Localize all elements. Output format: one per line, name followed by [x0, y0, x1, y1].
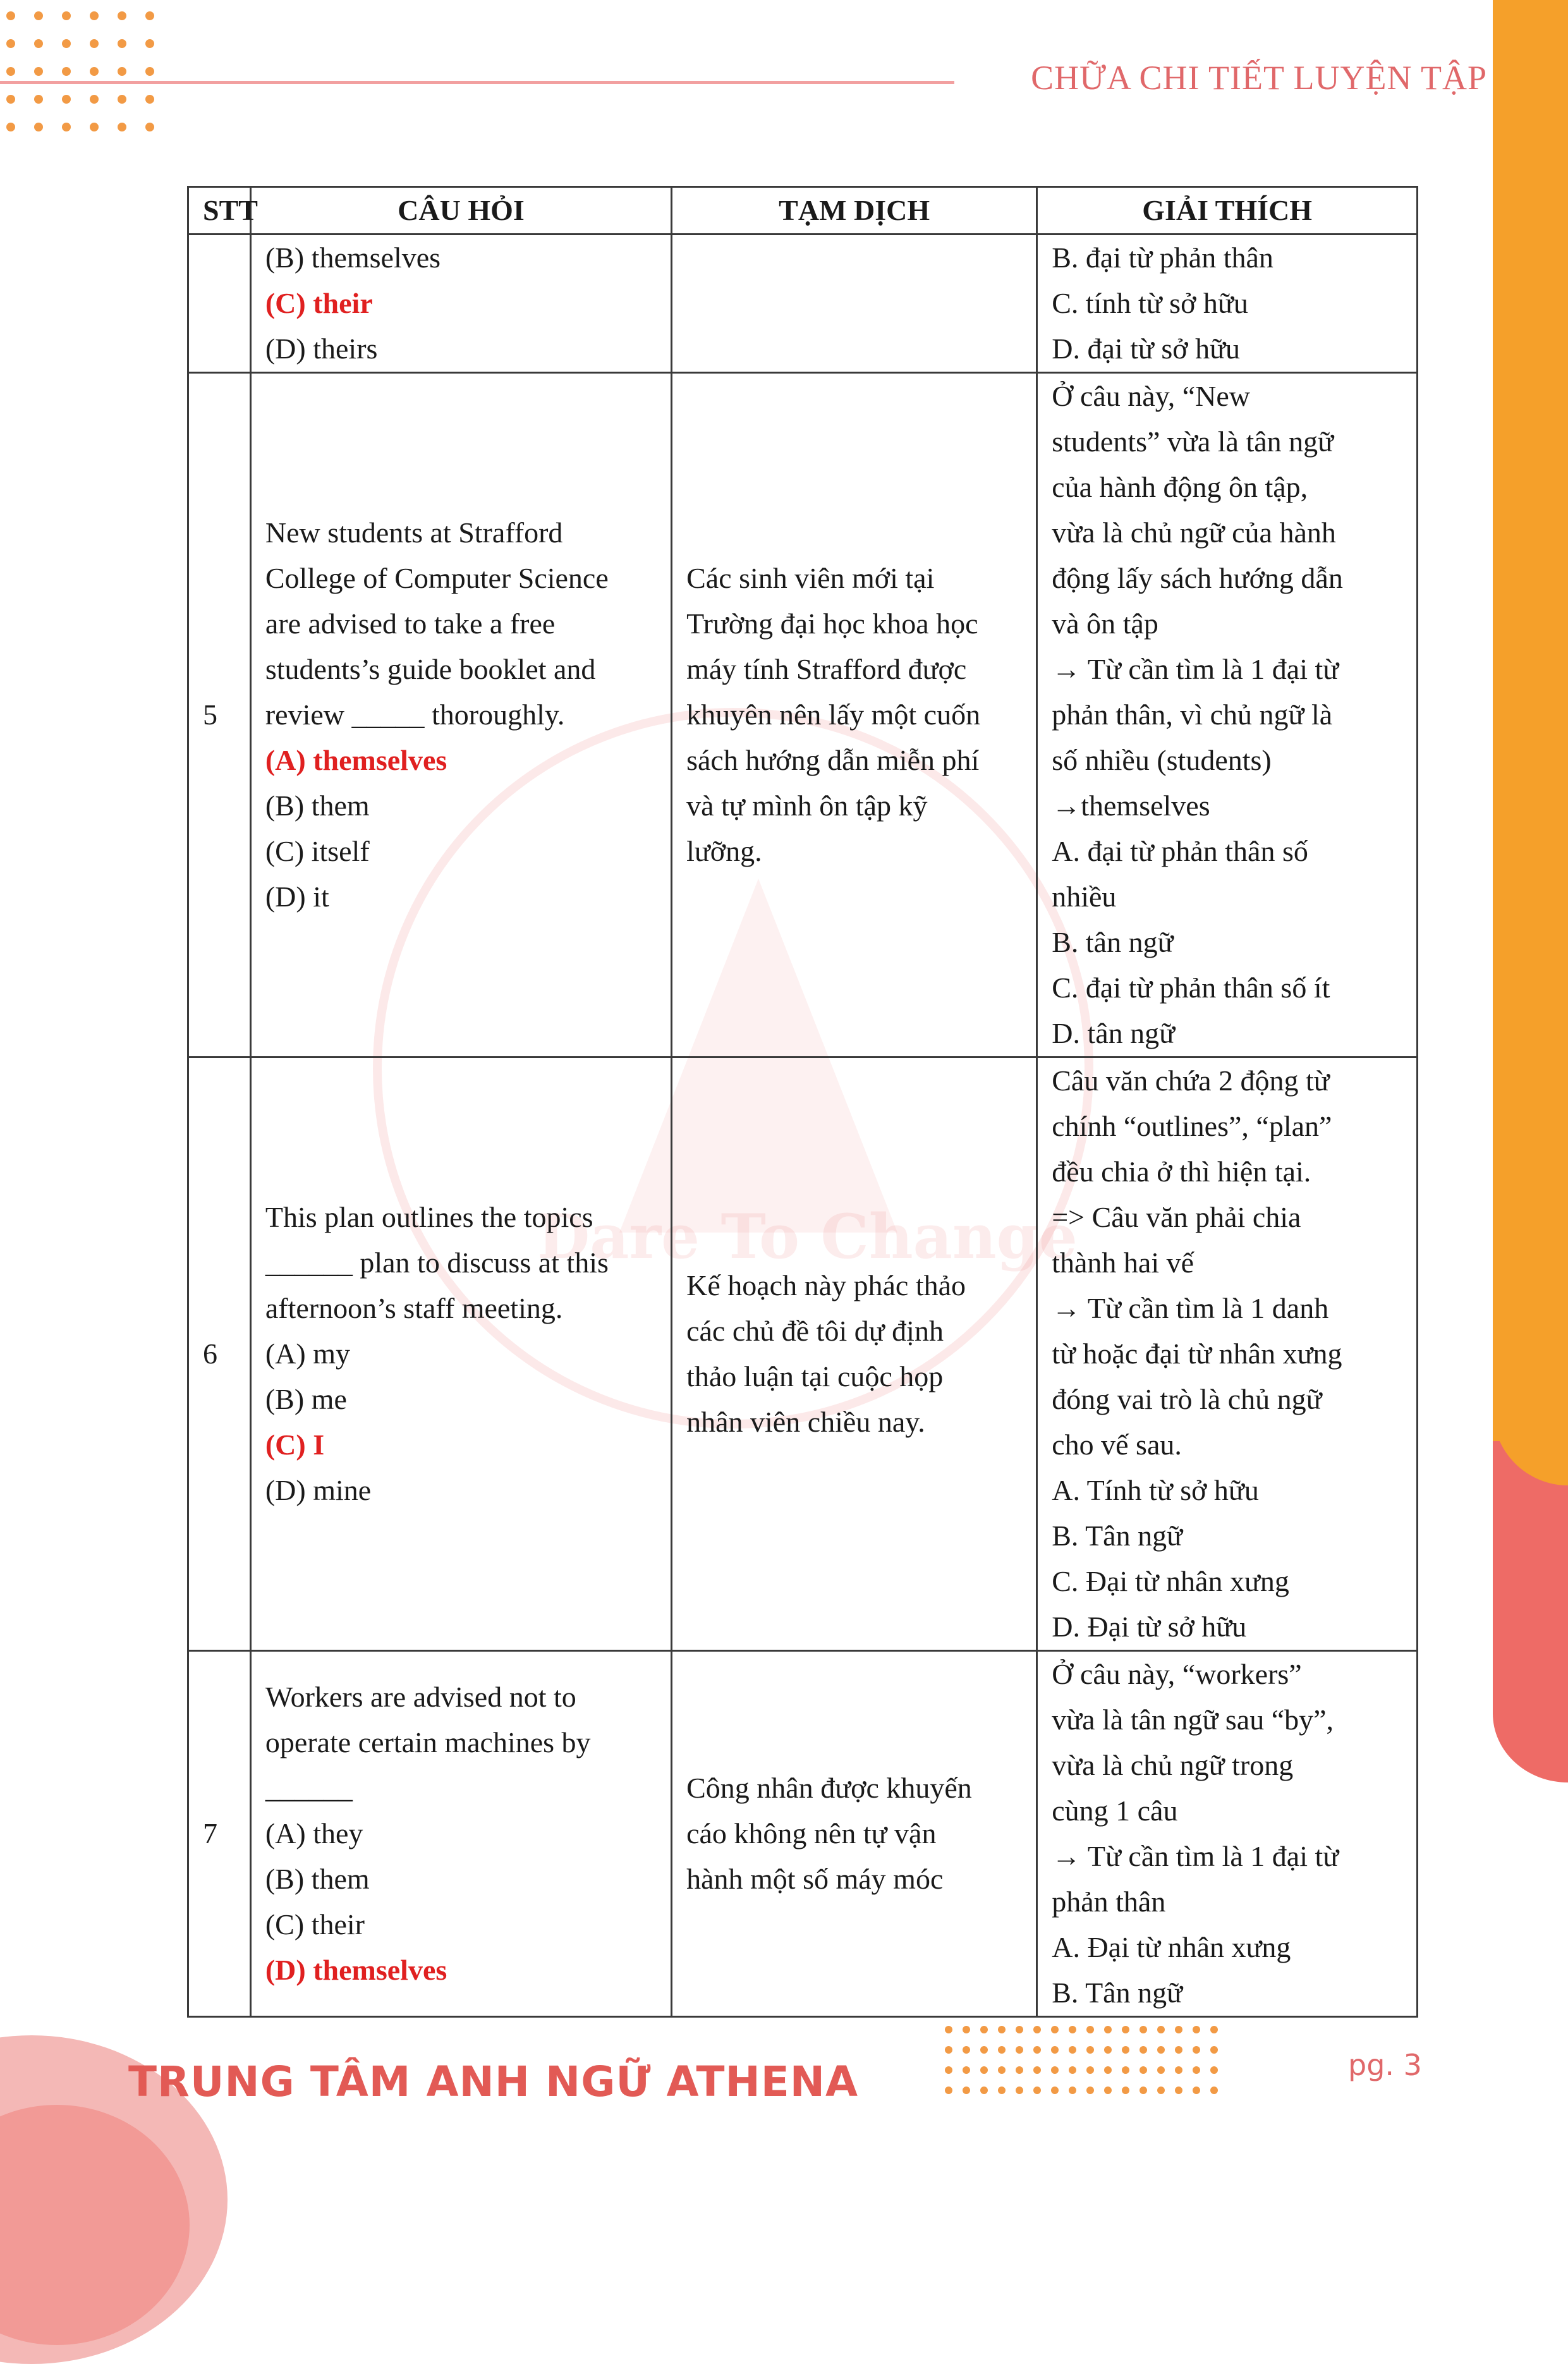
cell-question	[250, 235, 671, 373]
table-row	[188, 1651, 1418, 2017]
decorative-dot	[1069, 2087, 1076, 2094]
explanation-line: vừa là chủ ngữ trong	[1052, 1749, 1294, 1781]
question-line: (C) itself	[265, 835, 370, 867]
decorative-dot	[1175, 2087, 1182, 2094]
decorative-dot	[1104, 2046, 1112, 2054]
decorative-dot	[1051, 2087, 1059, 2094]
explanation-line: D. Đại từ sở hữu	[1052, 1611, 1247, 1643]
side-band-red	[1493, 1441, 1568, 1782]
explanation-line: thành hai vế	[1052, 1246, 1194, 1279]
decorative-dot	[1051, 2026, 1059, 2033]
translation-line: cáo không nên tự vận	[686, 1817, 937, 1849]
table-row	[188, 373, 1418, 1057]
explanation-line: vừa là tân ngữ sau “by”,	[1052, 1703, 1334, 1736]
side-band-orange	[1493, 0, 1568, 1454]
decorative-dot	[1104, 2066, 1112, 2074]
decorative-dot	[998, 2046, 1006, 2054]
translation-line: Kế hoạch này phác thảo	[686, 1269, 966, 1301]
question-line: ______	[265, 1772, 353, 1804]
decorative-dot	[1016, 2066, 1023, 2074]
decorative-dot	[980, 2087, 988, 2094]
decorative-dot	[1193, 2026, 1200, 2033]
decorative-dot	[1122, 2046, 1129, 2054]
decorative-dot	[1016, 2046, 1023, 2054]
explanation-line: nhiều	[1052, 880, 1117, 913]
question-line: operate certain machines by	[265, 1726, 591, 1758]
decorative-dot	[945, 2046, 952, 2054]
translation-line: máy tính Strafford được	[686, 653, 967, 685]
footer-brand: TRUNG TÂM ANH NGỮ ATHENA	[128, 2057, 859, 2106]
explanation-line: đều chia ở thì hiện tại.	[1052, 1155, 1311, 1188]
decorative-dot	[1193, 2046, 1200, 2054]
cell-stt: 7	[188, 1651, 251, 2017]
table-row	[188, 235, 1418, 373]
explanation-line: D. tân ngữ	[1052, 1017, 1176, 1049]
decorative-dot	[1210, 2026, 1218, 2033]
decorative-dot	[1175, 2066, 1182, 2074]
translation-line: thảo luận tại cuộc họp	[686, 1360, 944, 1392]
question-line: are advised to take a free	[265, 607, 556, 640]
watermark-text: Dare To Change	[537, 1201, 1078, 1272]
cell-translation	[672, 1651, 1037, 2017]
decorative-dot	[1122, 2026, 1129, 2033]
exercise-table	[187, 186, 1418, 2018]
question-line: ______ plan to discuss at this	[265, 1246, 609, 1279]
decorative-dot	[1175, 2026, 1182, 2033]
cell-explanation	[1037, 1057, 1418, 1651]
explanation-line: cho vế sau.	[1052, 1429, 1182, 1461]
decorative-dot	[998, 2026, 1006, 2033]
decorative-dot	[1086, 2046, 1094, 2054]
cell-stt: 6	[188, 1057, 251, 1651]
explanation-line: động lấy sách hướng dẫn	[1052, 562, 1343, 594]
header-translation: TẠM DỊCH	[672, 187, 1037, 235]
translation-line: lưỡng.	[686, 835, 762, 867]
decorative-dot	[1193, 2066, 1200, 2074]
cell-translation	[672, 373, 1037, 1057]
decorative-dot	[1140, 2087, 1147, 2094]
explanation-line: từ hoặc đại từ nhân xưng	[1052, 1337, 1342, 1370]
decorative-dot	[1140, 2046, 1147, 2054]
question-line: New students at Strafford	[265, 516, 563, 549]
decorative-dot	[1210, 2066, 1218, 2074]
explanation-line: A. Tính từ sở hữu	[1052, 1474, 1259, 1506]
page-number: pg. 3	[1348, 2048, 1422, 2082]
translation-line: khuyên nên lấy một cuốn	[686, 698, 981, 731]
decorative-dot	[1140, 2026, 1147, 2033]
explanation-line: cùng 1 câu	[1052, 1794, 1178, 1827]
header-stt: STT	[188, 187, 251, 235]
question-line: (D) theirs	[265, 332, 378, 365]
translation-line: và tự mình ôn tập kỹ	[686, 789, 928, 822]
decorative-dot	[963, 2026, 970, 2033]
decorative-dot	[1033, 2066, 1041, 2074]
cell-question	[250, 1651, 671, 2017]
decorative-dot	[945, 2026, 952, 2033]
table-body	[188, 235, 1418, 2017]
decorative-dot	[1157, 2026, 1165, 2033]
translation-line: Công nhân được khuyến	[686, 1772, 972, 1804]
question-line: (B) them	[265, 1863, 370, 1895]
question-line: (B) them	[265, 789, 370, 822]
decorative-dots-bottom	[945, 2026, 1218, 2094]
translation-line: Các sinh viên mới tại	[686, 562, 935, 594]
explanation-line: → Từ cần tìm là 1 đại từ	[1052, 653, 1339, 685]
explanation-line: => Câu văn phải chia	[1052, 1201, 1301, 1233]
decorative-dot	[980, 2046, 988, 2054]
correct-answer: (C) their	[265, 287, 373, 319]
explanation-line: B. Tân ngữ	[1052, 1520, 1183, 1552]
table-row	[188, 1057, 1418, 1651]
correct-answer: (A) themselves	[265, 744, 447, 776]
cell-stt: 5	[188, 373, 251, 1057]
decorative-dots-top-left	[6, 11, 154, 131]
explanation-line: Ở câu này, “workers”	[1052, 1658, 1302, 1690]
explanation-line: phản thân	[1052, 1886, 1166, 1918]
translation-line: Trường đại học khoa học	[686, 607, 978, 640]
decorative-dot	[1033, 2046, 1041, 2054]
explanation-line: đóng vai trò là chủ ngữ	[1052, 1383, 1322, 1415]
question-line: (B) themselves	[265, 241, 441, 274]
question-line: (B) me	[265, 1383, 347, 1415]
decorative-dot	[998, 2087, 1006, 2094]
decorative-dot	[945, 2066, 952, 2074]
translation-line: các chủ đề tôi dự định	[686, 1315, 944, 1347]
decorative-dot	[1210, 2087, 1218, 2094]
decorative-dot	[1033, 2026, 1041, 2033]
decorative-dot	[1140, 2066, 1147, 2074]
explanation-line: C. tính từ sở hữu	[1052, 287, 1248, 319]
question-line: (C) their	[265, 1908, 365, 1941]
explanation-line: B. tân ngữ	[1052, 926, 1174, 958]
question-line: College of Computer Science	[265, 562, 609, 594]
translation-line: hành một số máy móc	[686, 1863, 944, 1895]
explanation-line: số nhiều (students)	[1052, 744, 1272, 776]
explanation-line: vừa là chủ ngữ của hành	[1052, 516, 1336, 549]
header-explanation: GIẢI THÍCH	[1037, 187, 1418, 235]
table-header-row	[188, 187, 1418, 235]
decorative-dot	[1104, 2087, 1112, 2094]
decorative-dot	[1175, 2046, 1182, 2054]
page-title: CHỮA CHI TIẾT LUYỆN TẬP	[1031, 59, 1487, 97]
explanation-line: → Từ cần tìm là 1 danh	[1052, 1292, 1329, 1324]
header-question: CÂU HỎI	[250, 187, 671, 235]
question-line: review _____ thoroughly.	[265, 698, 565, 731]
decorative-dot	[1122, 2087, 1129, 2094]
decorative-dot	[1210, 2046, 1218, 2054]
decorative-dot	[1157, 2087, 1165, 2094]
question-line: (D) it	[265, 880, 329, 913]
question-line: (A) they	[265, 1817, 363, 1849]
cell-explanation	[1037, 235, 1418, 373]
decorative-dot	[963, 2066, 970, 2074]
explanation-line: Câu văn chứa 2 động từ	[1052, 1064, 1330, 1097]
decorative-dot	[1016, 2087, 1023, 2094]
explanation-line: B. Tân ngữ	[1052, 1977, 1183, 2009]
cell-question	[250, 373, 671, 1057]
cell-translation	[672, 1057, 1037, 1651]
question-line: afternoon’s staff meeting.	[265, 1292, 563, 1324]
explanation-line: A. Đại từ nhân xưng	[1052, 1931, 1291, 1963]
question-line: This plan outlines the topics	[265, 1201, 593, 1233]
decorative-dot	[1069, 2046, 1076, 2054]
decorative-dot	[963, 2046, 970, 2054]
decorative-dot	[1016, 2026, 1023, 2033]
explanation-line: A. đại từ phản thân số	[1052, 835, 1308, 867]
decorative-dot	[1033, 2087, 1041, 2094]
decorative-dot	[980, 2066, 988, 2074]
explanation-line: C. Đại từ nhân xưng	[1052, 1565, 1289, 1597]
decorative-dot	[963, 2087, 970, 2094]
decorative-dot	[1051, 2066, 1059, 2074]
decorative-dot	[1122, 2066, 1129, 2074]
question-line: (A) my	[265, 1337, 350, 1370]
translation-line: nhân viên chiều nay.	[686, 1406, 925, 1438]
decorative-dot	[1086, 2026, 1094, 2033]
explanation-line: B. đại từ phản thân	[1052, 241, 1273, 274]
decorative-dot	[980, 2026, 988, 2033]
question-line: students’s guide booklet and	[265, 653, 596, 685]
decorative-dot	[945, 2087, 952, 2094]
decorative-dot	[1069, 2066, 1076, 2074]
decorative-dot	[1051, 2046, 1059, 2054]
question-line: (D) mine	[265, 1474, 372, 1506]
explanation-line: → Từ cần tìm là 1 đại từ	[1052, 1840, 1339, 1872]
decorative-dot	[1086, 2066, 1094, 2074]
explanation-line: C. đại từ phản thân số ít	[1052, 972, 1330, 1004]
explanation-line: D. đại từ sở hữu	[1052, 332, 1241, 365]
decorative-dot	[1069, 2026, 1076, 2033]
explanation-line: students” vừa là tân ngữ	[1052, 425, 1334, 458]
cell-explanation	[1037, 373, 1418, 1057]
cell-explanation	[1037, 1651, 1418, 2017]
decorative-dot	[1157, 2066, 1165, 2074]
header-divider	[0, 81, 954, 84]
explanation-line: Ở câu này, “New	[1052, 380, 1250, 412]
explanation-line: chính “outlines”, “plan”	[1052, 1110, 1332, 1142]
correct-answer: (D) themselves	[265, 1954, 447, 1986]
explanation-line: của hành động ôn tập,	[1052, 471, 1308, 503]
decorative-dot	[1086, 2087, 1094, 2094]
question-line: Workers are advised not to	[265, 1681, 576, 1713]
cell-stt	[188, 235, 251, 373]
explanation-line: và ôn tập	[1052, 607, 1158, 640]
decorative-dot	[1104, 2026, 1112, 2033]
cell-question	[250, 1057, 671, 1651]
correct-answer: (C) I	[265, 1429, 325, 1461]
decorative-dot	[1157, 2046, 1165, 2054]
decorative-dot	[1193, 2087, 1200, 2094]
explanation-line: phản thân, vì chủ ngữ là	[1052, 698, 1333, 731]
translation-line: sách hướng dẫn miễn phí	[686, 744, 980, 776]
explanation-line: →themselves	[1052, 789, 1210, 822]
cell-translation	[672, 235, 1037, 373]
decorative-dot	[998, 2066, 1006, 2074]
